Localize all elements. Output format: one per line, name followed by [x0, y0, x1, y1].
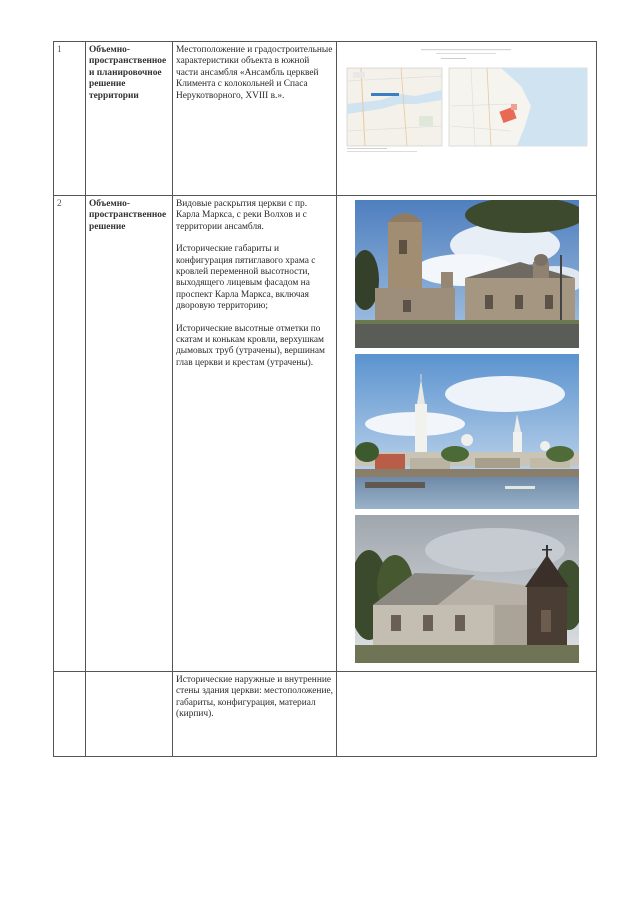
element-name	[86, 672, 173, 757]
location-map-image	[341, 46, 591, 154]
element-name: Объемно-пространственное и планировочное решение территории	[86, 42, 173, 196]
row-number	[54, 672, 86, 757]
photos-cell	[337, 196, 597, 672]
description-paragraph: Видовые раскрытия церкви с пр. Карла Маркса, с реки Волхов и с территории ансамбля.	[176, 199, 308, 232]
description-paragraph: Местоположение и градостроительные характеристики объекта в южной части ансамбля «Ансамбль церквей Климента с колокольней и Спаса Нерукотворного, XVIII в.».	[176, 45, 333, 101]
element-name: Объемно-пространственное решение	[86, 196, 173, 672]
table-row	[54, 42, 597, 196]
description-paragraph: Исторические габариты и конфигурация пятиглавого храма с кровлей переменной высотности, выходящего лицевым фасадом на проспект Карла Маркса, включая дворовую территорию;	[176, 244, 316, 312]
row-number: 2	[54, 196, 86, 672]
description-paragraph: Исторические высотные отметки по скатам и конькам кровли, верхушкам дымовых труб (утрачены), вершинам глав церкви и крестам (утрачены).	[176, 323, 325, 368]
church-photo-street	[355, 200, 579, 348]
map-cell	[337, 42, 597, 196]
empty-image-cell	[337, 672, 597, 757]
church-photo-river	[355, 354, 579, 509]
detail-map	[449, 68, 587, 146]
overview-map	[347, 68, 442, 146]
row-number: 1	[54, 42, 86, 196]
element-description	[173, 42, 337, 196]
table-row	[54, 196, 597, 672]
heritage-table	[53, 41, 597, 757]
description-paragraph: Исторические наружные и внутренние стены здания церкви: местоположение, габариты, конфигурация, материал (кирпич).	[176, 675, 333, 720]
element-description	[173, 672, 337, 757]
table-row	[54, 672, 597, 757]
church-photo-courtyard	[355, 515, 579, 663]
element-description	[173, 196, 337, 672]
